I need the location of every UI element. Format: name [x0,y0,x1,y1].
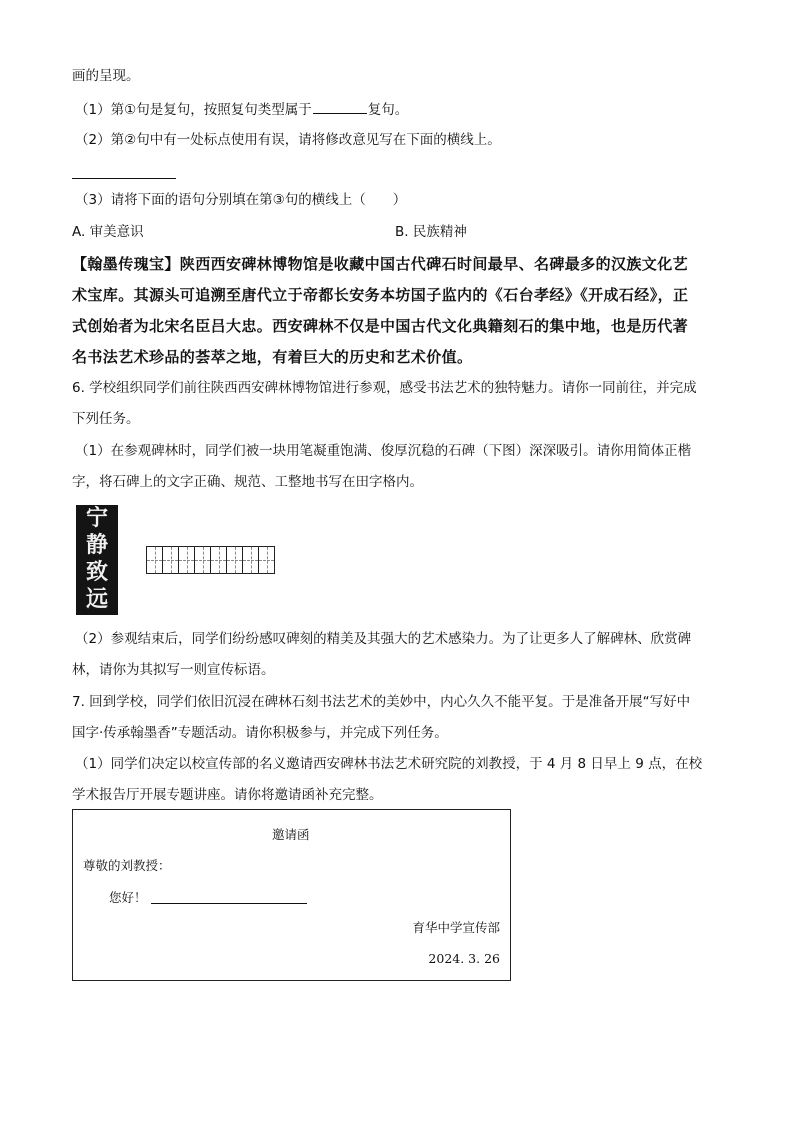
stele-rubbing-image [76,505,118,615]
question-3-line: （3）请将下面的语句分别填在第③句的横线上（ ） [75,192,407,208]
answer-underline[interactable] [72,178,176,179]
grid-cell[interactable] [242,546,259,574]
letter-greeting: 您好！ [109,890,147,905]
task-6-1-line: 字，将石碑上的文字正确、规范、工整地书写在田字格内。 [72,474,423,490]
passage-line: 【翰墨传瑰宝】陕西西安碑林博物馆是收藏中国古代碑石时间最早、名碑最多的汉族文化艺 [72,255,689,273]
grid-cell[interactable] [226,546,243,574]
grid-cell[interactable] [146,546,163,574]
letter-sender: 育华中学宣传部 [412,920,500,935]
grid-cell[interactable] [210,546,227,574]
stele-character: 宁 [85,505,108,531]
option-b: B. 民族精神 [395,224,467,240]
answer-blank[interactable] [313,99,367,114]
grid-cell[interactable] [178,546,195,574]
option-a: A. 审美意识 [72,224,144,240]
text-line: 画的呈现。 [72,68,140,84]
grid-cell[interactable] [162,546,179,574]
tianzi-grid[interactable] [147,546,275,574]
question-7-line: 国字·传承翰墨香”专题活动。请你积极参与，并完成下列任务。 [72,725,448,741]
grid-cell[interactable] [258,546,275,574]
stele-character: 静 [85,532,108,558]
task-6-2-line: 林，请你为其拟写一则宣传标语。 [72,662,275,678]
grid-cell[interactable] [194,546,211,574]
question-7-line: 7. 回到学校，同学们依旧沉浸在碑林石刻书法艺术的美妙中，内心久久不能平复。于是准备开展“写好中 [72,694,691,710]
passage-line: 式创始者为北宋名臣吕大忠。西安碑林不仅是中国古代文化典籍刻石的集中地，也是历代著 [72,317,689,335]
question-2-line: （2）第②句中有一处标点使用有误，请将修改意见写在下面的横线上。 [75,132,501,148]
passage-line: 名书法艺术珍品的荟萃之地，有着巨大的历史和艺术价值。 [72,348,473,366]
invitation-letter-box [72,809,511,981]
letter-date: 2024. 3. 26 [428,951,500,966]
task-7-1-line: （1）同学们决定以校宣传部的名义邀请西安碑林书法艺术研究院的刘教授，于 4 月 8 日早上 9 点，在校 [75,756,703,772]
question-6-line: 下列任务。 [72,411,140,427]
task-6-1-line: （1）在参观碑林时，同学们被一块用笔凝重饱满、俊厚沉稳的石碑（下图）深深吸引。请你用简体正楷 [75,443,692,459]
stele-character: 致 [85,559,108,585]
letter-title: 邀请函 [272,827,310,842]
question-6-line: 6. 学校组织同学们前往陕西西安碑林博物馆进行参观，感受书法艺术的独特魅力。请你一同前往，并完成 [72,380,697,396]
task-6-2-line: （2）参观结束后，同学们纷纷感叹碑刻的精美及其强大的艺术感染力。为了让更多人了解碑林、欣赏碑 [75,631,692,647]
letter-salutation: 尊敬的刘教授： [83,858,171,873]
question-1-line: （1）第①句是复句，按照复句类型属于 复句。 [75,99,408,120]
stele-character: 远 [85,586,108,612]
passage-line: 术宝库。其源头可追溯至唐代立于帝都长安务本坊国子监内的《石台孝经》《开成石经》，正 [72,286,689,304]
letter-answer-line[interactable] [151,903,307,904]
task-7-1-line: 学术报告厅开展专题讲座。请你将邀请函补充完整。 [72,787,383,803]
